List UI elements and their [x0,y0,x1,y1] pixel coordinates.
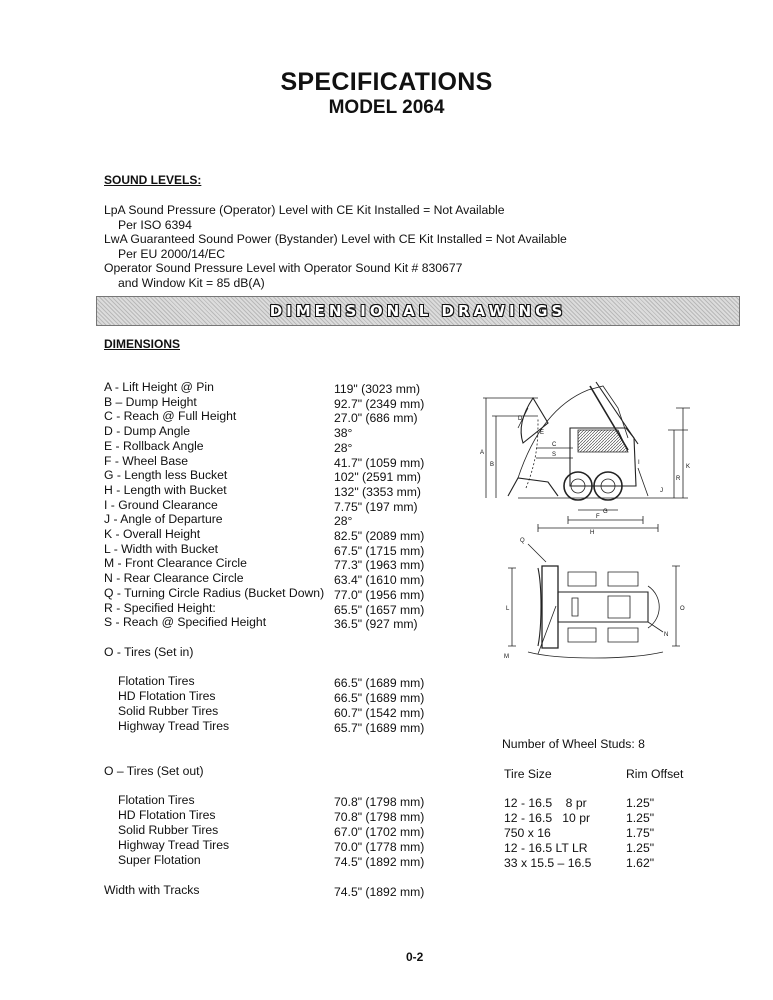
row-label: S - Reach @ Specified Height [104,615,267,630]
model-subtitle: MODEL 2064 [328,97,445,118]
row-value: 92.7" (2349 mm) [334,396,425,411]
row-label: Solid Rubber Tires [118,823,219,837]
row-label: C - Reach @ Full Height [104,409,237,424]
row-value: 70.0" (1778 mm) [334,840,425,854]
rim-offset-cell: 1.25" [626,841,655,855]
label-k: K [686,464,691,470]
sound-line: and Window Kit = 85 dB(A) [118,275,265,290]
row-value: 60.7" (1542 mm) [334,706,425,720]
tire-size-cell: 12 - 16.5 10 pr [504,811,591,825]
side-view-drawing [478,368,700,538]
row-label: F - Wheel Base [104,453,188,468]
row-value: 74.5" (1892 mm) [334,855,425,869]
rim-offset-cell: 1.25" [626,811,655,825]
row-label: B – Dump Height [104,394,197,409]
row-value: 82.5" (2089 mm) [334,529,425,543]
tracks-value: 74.5" (1892 mm) [334,885,425,899]
row-value: 41.7" (1059 mm) [334,455,425,470]
sound-line: LwA Guaranteed Sound Power (Bystander) Level with CE Kit Installed = Not Available [104,232,567,247]
banner-title: DIMENSIONAL DRAWINGS [269,302,567,320]
row-value: 67.5" (1715 mm) [334,543,425,558]
dimensions-heading: DIMENSIONS [104,337,181,351]
row-value: 66.5" (1689 mm) [334,676,425,690]
wheel-studs: Number of Wheel Studs: 8 [502,737,645,751]
label-e: E [540,430,545,436]
tire-size-cell: 750 x 16 [504,826,551,840]
row-label: Flotation Tires [118,793,195,807]
sound-line: Per ISO 6394 [118,217,192,232]
label-h: H [590,530,595,536]
row-value: 38° [334,426,353,441]
row-value: 27.0" (686 mm) [334,411,418,426]
row-label: A - Lift Height @ Pin [104,380,214,394]
label-j: J [660,488,663,494]
row-value: 102" (2591 mm) [334,470,421,485]
tire-size-cell: 33 x 15.5 – 16.5 [504,856,592,870]
label-f: F [596,514,600,520]
row-label: Super Flotation [118,853,201,867]
row-label: E - Rollback Angle [104,438,204,453]
top-view-drawing [498,536,698,662]
row-label: Flotation Tires [118,674,195,688]
tracks-label: Width with Tracks [104,883,200,897]
label-b: B [490,462,495,468]
row-label: Highway Tread Tires [118,838,230,852]
tires-set-in-heading: O - Tires (Set in) [104,645,194,659]
label-r: R [676,476,681,482]
label-q: Q [520,538,525,544]
row-value: 77.3" (1963 mm) [334,558,425,573]
row-label: H - Length with Bucket [104,482,227,497]
label-g: G [603,509,608,515]
tire-size-cell: 12 - 16.5 8 pr [504,796,587,810]
label-c: C [552,442,557,448]
rim-offset-cell: 1.62" [626,856,655,870]
row-label: R - Specified Height: [104,600,216,615]
label-a: A [480,450,485,456]
label-i: I [638,460,640,466]
row-value: 7.75" (197 mm) [334,499,418,514]
tire-size-cell: 12 - 16.5 LT LR [504,841,588,855]
row-label: I - Ground Clearance [104,497,218,512]
row-label: G - Length less Bucket [104,468,228,483]
page-title: SPECIFICATIONS [280,68,493,96]
row-label: M - Front Clearance Circle [104,556,247,571]
sound-levels-text [104,203,567,291]
label-l: L [506,606,510,612]
row-label: K - Overall Height [104,527,201,541]
row-label: N - Rear Clearance Circle [104,571,244,586]
row-label: Q - Turning Circle Radius (Bucket Down) [104,585,325,600]
row-value: 67.0" (1702 mm) [334,825,425,839]
rim-offset-cell: 1.75" [626,826,655,840]
row-label: D - Dump Angle [104,424,191,439]
row-value: 28° [334,514,353,529]
dimensional-drawings-banner [96,296,740,326]
label-d: D [518,416,523,422]
row-value: 28° [334,440,353,455]
sound-line: Per EU 2000/14/EC [118,246,226,261]
sound-line: LpA Sound Pressure (Operator) Level with CE Kit Installed = Not Available [104,203,505,217]
row-value: 36.5" (927 mm) [334,617,418,632]
row-label: Highway Tread Tires [118,719,230,733]
sound-levels-heading: SOUND LEVELS: [104,173,202,187]
rim-offset-cell: 1.25" [626,796,655,810]
label-o: O [680,606,685,612]
row-value: 65.7" (1689 mm) [334,721,425,735]
label-n: N [664,632,669,638]
row-label: L - Width with Bucket [104,541,219,556]
row-value: 70.8" (1798 mm) [334,795,425,809]
row-value: 65.5" (1657 mm) [334,602,425,617]
label-s: S [552,452,557,458]
row-value: 66.5" (1689 mm) [334,691,425,705]
row-label: J - Angle of Departure [104,512,223,527]
label-m: M [504,654,509,660]
rim-offset-header: Rim Offset [626,767,684,781]
row-value: 77.0" (1956 mm) [334,587,425,602]
row-value: 132" (3353 mm) [334,484,421,499]
row-label: HD Flotation Tires [118,689,216,703]
row-value: 63.4" (1610 mm) [334,573,425,588]
row-value: 119" (3023 mm) [334,382,421,396]
row-value: 70.8" (1798 mm) [334,810,425,824]
page-number: 0-2 [406,950,424,964]
row-label: Solid Rubber Tires [118,704,219,718]
tire-size-header: Tire Size [504,767,552,781]
row-label: HD Flotation Tires [118,808,216,822]
tires-set-out-heading: O – Tires (Set out) [104,764,204,778]
sound-line: Operator Sound Pressure Level with Operator Sound Kit # 830677 [104,261,463,276]
